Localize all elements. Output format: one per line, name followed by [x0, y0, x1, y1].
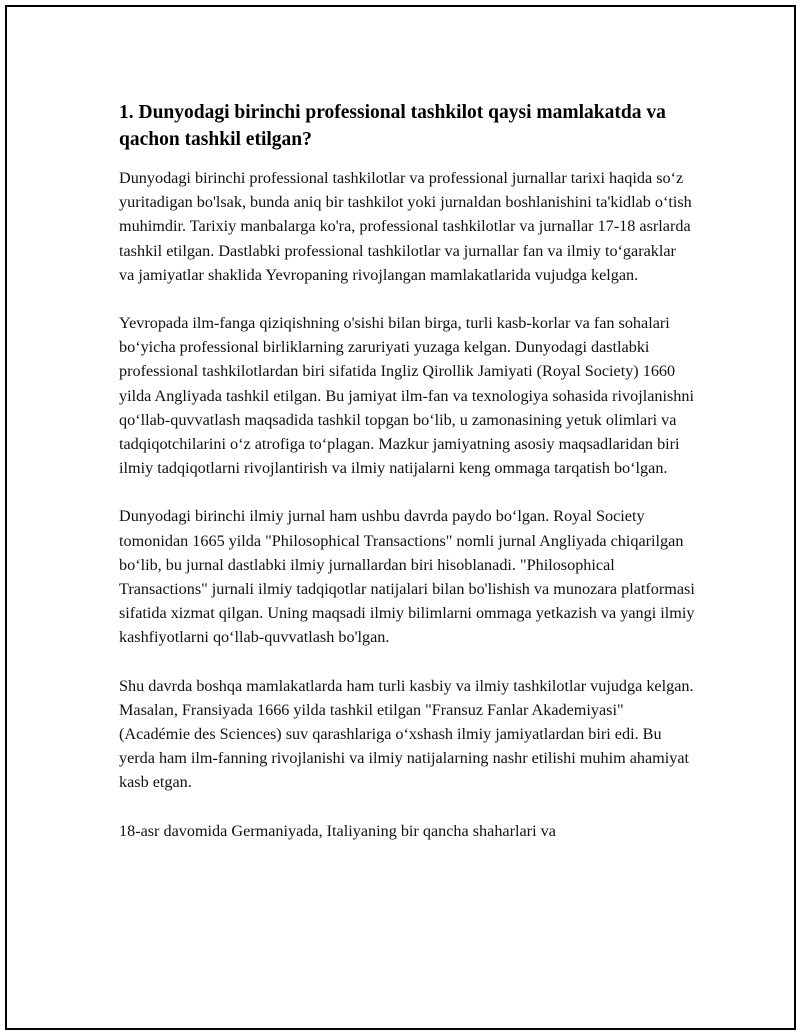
page-frame [5, 5, 796, 1030]
question-heading: 1. Dunyodagi birinchi professional tashkilot qaysi mamlakatda va qachon tashkil etilgan? [119, 102, 666, 150]
document-body [119, 99, 695, 867]
paragraph-french-academy: Shu davrda boshqa mamlakatlarda ham turli kasbiy va ilmiy tashkilotlar vujudga kelgan. Masalan, Fransiyada 1666 yilda tashkil etilgan "Fransuz Fanlar Akademiyasi" (Académie des Sciences) suv qarashlariga o‘xshash ilmiy jamiyatlardan biri edi. Bu yerda ham ilm-fanning rivojlanishi va ilmiy natijalarning nashr etilishi muhim ahamiyat kasb etgan. [119, 676, 694, 792]
paragraph-first-journal: Dunyodagi birinchi ilmiy jurnal ham ushbu davrda paydo bo‘lgan. Royal Society tomonidan 1665 yilda "Philosophical Transactions" nomli jurnal Angliyada chiqarilgan bo‘lib, bu jurnal dastlabki ilmiy jurnallardan biri hisoblanadi. "Philosophical Transactions" jurnali ilmiy tadqiqotlar natijalari bilan bo'lishish va munozara platformasi sifatida xizmat qilgan. Uning maqsadi ilmiy bilimlarni ommaga yetkazish va yangi ilmiy kashfiyotlarni qo‘llab-quvvatlash bo'lgan. [119, 507, 695, 647]
paragraph-intro: Dunyodagi birinchi professional tashkilotlar va professional jurnallar tarixi haqida so‘z yuritadigan bo'lsak, bunda aniq bir tashkilot yoki jurnaldan boshlanishini ta'kidlab o‘tish muhimdir. Tarixiy manbalarga ko'ra, professional tashkilotlar va jurnallar 17-18 asrlarda tashkil etilgan. Dastlabki professional tashkilotlar va jurnallar fan va ilmiy to‘garaklar va jamiyatlar shaklida Yevropaning rivojlangan mamlakatlarida vujudga kelgan. [119, 169, 692, 284]
paragraph-royal-society: Yevropada ilm-fanga qiziqishning o'sishi bilan birga, turli kasb-korlar va fan sohalari bo‘yicha professional birliklarning zaruriyati yuzaga kelgan. Dunyodagi dastlabki professional tashkilotlardan biri sifatida Ingliz Qirollik Jamiyati (Royal Society) 1660 yilda Angliyada tashkil etilgan. Bu jamiyat ilm-fan va texnologiya sohasida rivojlanishni qo‘llab-quvvatlash maqsadida tashkil topgan bo‘lib, u zamonasining yetuk olimlari va tadqiqotchilarini o‘z atrofiga to‘plagan. Mazkur jamiyatning asosiy maqsadlaridan biri ilmiy tadqiqotlarni rivojlantirish va ilmiy natijalarni keng ommaga tarqatish bo‘lgan. [119, 314, 694, 478]
paragraph-18th-century: 18-asr davomida Germaniyada, Italiyaning bir qancha shaharlari va [119, 821, 556, 840]
